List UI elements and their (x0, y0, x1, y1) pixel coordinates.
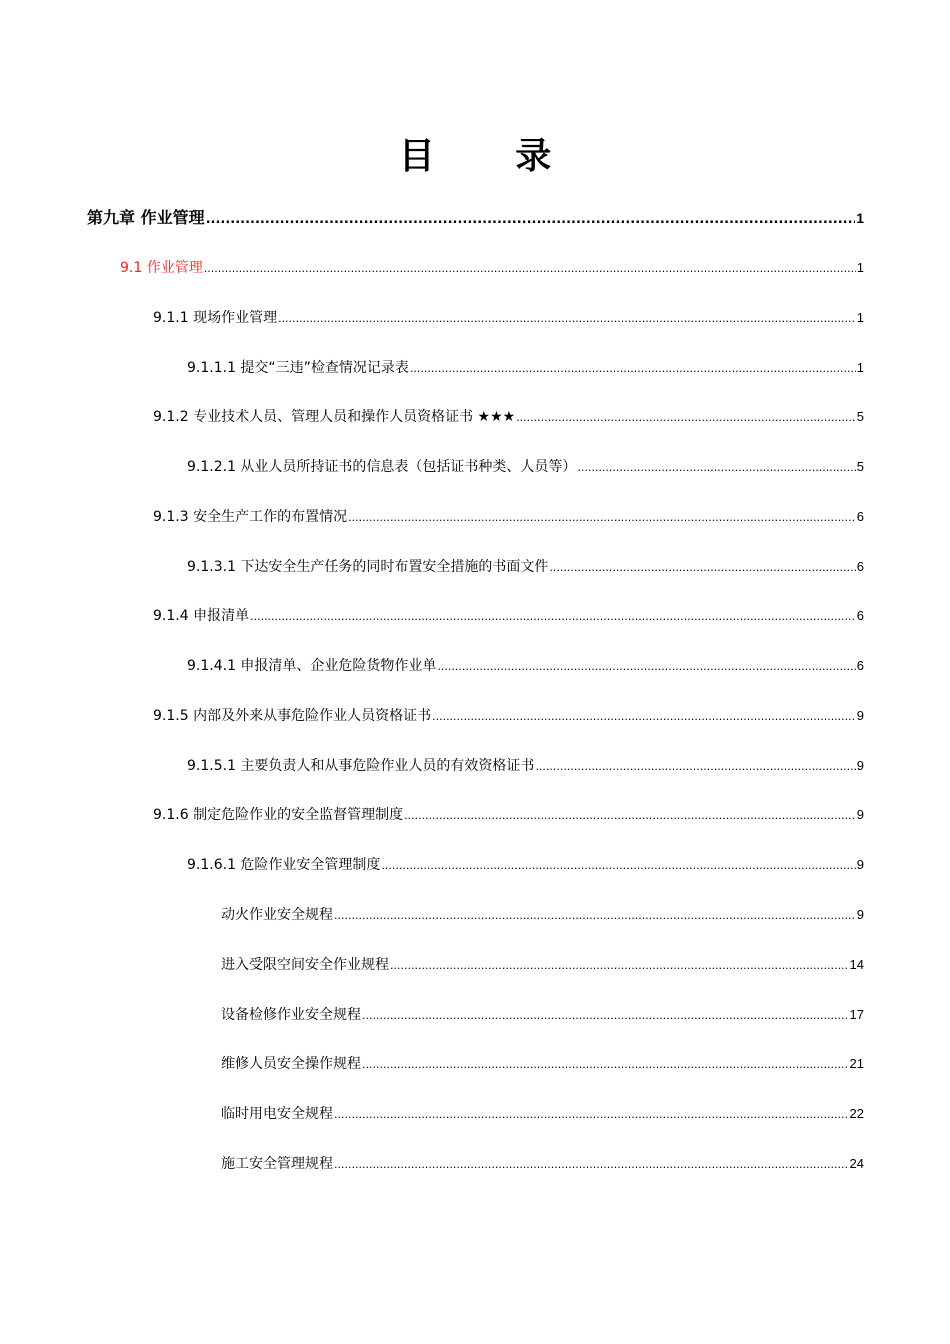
dot-leader (549, 557, 855, 578)
toc-entry-label: 9.1.1 现场作业管理 (153, 310, 278, 326)
dot-leader (334, 905, 856, 926)
toc-entry-9-1-6[interactable] (153, 805, 864, 826)
toc-entry-maintenance-staff[interactable] (221, 1054, 864, 1075)
toc-entry-label: 设备检修作业安全规程 (221, 1007, 361, 1023)
dot-leader (432, 706, 856, 727)
toc-entry-9-1-4[interactable] (153, 606, 864, 627)
dot-leader (348, 507, 856, 528)
dot-leader (204, 258, 856, 279)
toc-entry-label: 9.1.2.1 从业人员所持证书的信息表（包括证书种类、人员等） (187, 459, 577, 475)
toc-entry-chapter-9[interactable] (87, 208, 864, 230)
toc-entry-label: 9.1.4 申报清单 (153, 608, 250, 624)
toc-entry-page: 6 (856, 608, 864, 623)
toc-entry-page: 9 (856, 857, 864, 872)
toc-entry-label: 临时用电安全规程 (221, 1106, 333, 1122)
toc-entry-label: 9.1.1.1 提交“三违”检查情况记录表 (187, 360, 409, 376)
toc-entry-construction-safety[interactable] (221, 1154, 864, 1175)
toc-entry-page: 17 (849, 1007, 864, 1022)
toc-entry-page: 5 (856, 459, 864, 474)
toc-entry-9-1-2-1[interactable] (187, 457, 864, 478)
toc-entry-label: 9.1.2 专业技术人员、管理人员和操作人员资格证书 ★★★ (153, 409, 516, 425)
toc-entry-page: 24 (849, 1156, 864, 1171)
dot-leader (404, 805, 856, 826)
toc-entry-page: 14 (849, 957, 864, 972)
toc-entry-label: 9.1.6.1 危险作业安全管理制度 (187, 857, 381, 873)
toc-entry-label: 第九章 作业管理 (87, 208, 205, 227)
toc-entry-page: 1 (856, 310, 864, 325)
toc-entry-label: 9.1 作业管理 (120, 260, 203, 276)
toc-entry-9-1-5-1[interactable] (187, 756, 864, 777)
toc-entry-label: 进入受限空间安全作业规程 (221, 957, 389, 973)
toc-entry-page: 1 (856, 360, 864, 375)
toc-entry-9-1-6-1[interactable] (187, 855, 864, 876)
toc-entry-9-1-5[interactable] (153, 706, 864, 727)
dot-leader (535, 756, 855, 777)
toc-entry-label: 9.1.3 安全生产工作的布置情况 (153, 509, 348, 525)
toc-entry-page: 1 (856, 260, 864, 275)
dot-leader (410, 358, 856, 379)
toc-entry-page: 6 (856, 509, 864, 524)
dot-leader (334, 1104, 849, 1125)
toc-entry-page: 9 (856, 907, 864, 922)
toc-entry-9-1-1-1[interactable] (187, 358, 864, 379)
toc-entry-label: 9.1.5.1 主要负责人和从事危险作业人员的有效资格证书 (187, 758, 535, 774)
toc-entry-label: 9.1.6 制定危险作业的安全监督管理制度 (153, 807, 404, 823)
dot-leader (577, 457, 855, 478)
toc-entry-label: 动火作业安全规程 (221, 907, 333, 923)
toc-entry-9-1-3-1[interactable] (187, 557, 864, 578)
page-title: 目 录 (398, 136, 586, 177)
dot-leader (362, 1054, 849, 1075)
toc-entry-9-1-1[interactable] (153, 308, 864, 329)
dot-leader (334, 1154, 849, 1175)
dot-leader (516, 407, 856, 428)
dot-leader (437, 656, 855, 677)
toc-entry-label: 9.1.4.1 申报清单、企业危险货物作业单 (187, 658, 437, 674)
toc-entry-page: 6 (856, 658, 864, 673)
toc-entry-page: 1 (856, 210, 864, 226)
toc-entry-label: 9.1.5 内部及外来从事危险作业人员资格证书 (153, 708, 432, 724)
dot-leader (362, 1005, 849, 1026)
toc-entry-page: 5 (856, 409, 864, 424)
toc-entry-page: 6 (856, 559, 864, 574)
toc-entry-label: 施工安全管理规程 (221, 1156, 333, 1172)
toc-entry-page: 9 (856, 807, 864, 822)
toc-entry-page: 21 (849, 1056, 864, 1071)
toc-entry-page: 9 (856, 708, 864, 723)
toc-entry-page: 9 (856, 758, 864, 773)
toc-entry-9-1-3[interactable] (153, 507, 864, 528)
toc-entry-9-1-2[interactable] (153, 407, 864, 428)
dot-leader (390, 955, 849, 976)
toc-entry-equipment-maintenance[interactable] (221, 1005, 864, 1026)
toc-entry-9-1[interactable] (120, 258, 864, 279)
toc-entry-label: 维修人员安全操作规程 (221, 1056, 361, 1072)
toc-entry-page: 22 (849, 1106, 864, 1121)
dot-leader (278, 308, 856, 329)
toc-entry-hot-work[interactable] (221, 905, 864, 926)
toc-entry-confined-space[interactable] (221, 955, 864, 976)
toc-entry-label: 9.1.3.1 下达安全生产任务的同时布置安全措施的书面文件 (187, 559, 549, 575)
toc-entry-9-1-4-1[interactable] (187, 656, 864, 677)
dot-leader (381, 855, 855, 876)
dot-leader (206, 208, 856, 230)
toc-entry-temporary-power[interactable] (221, 1104, 864, 1125)
dot-leader (250, 606, 856, 627)
